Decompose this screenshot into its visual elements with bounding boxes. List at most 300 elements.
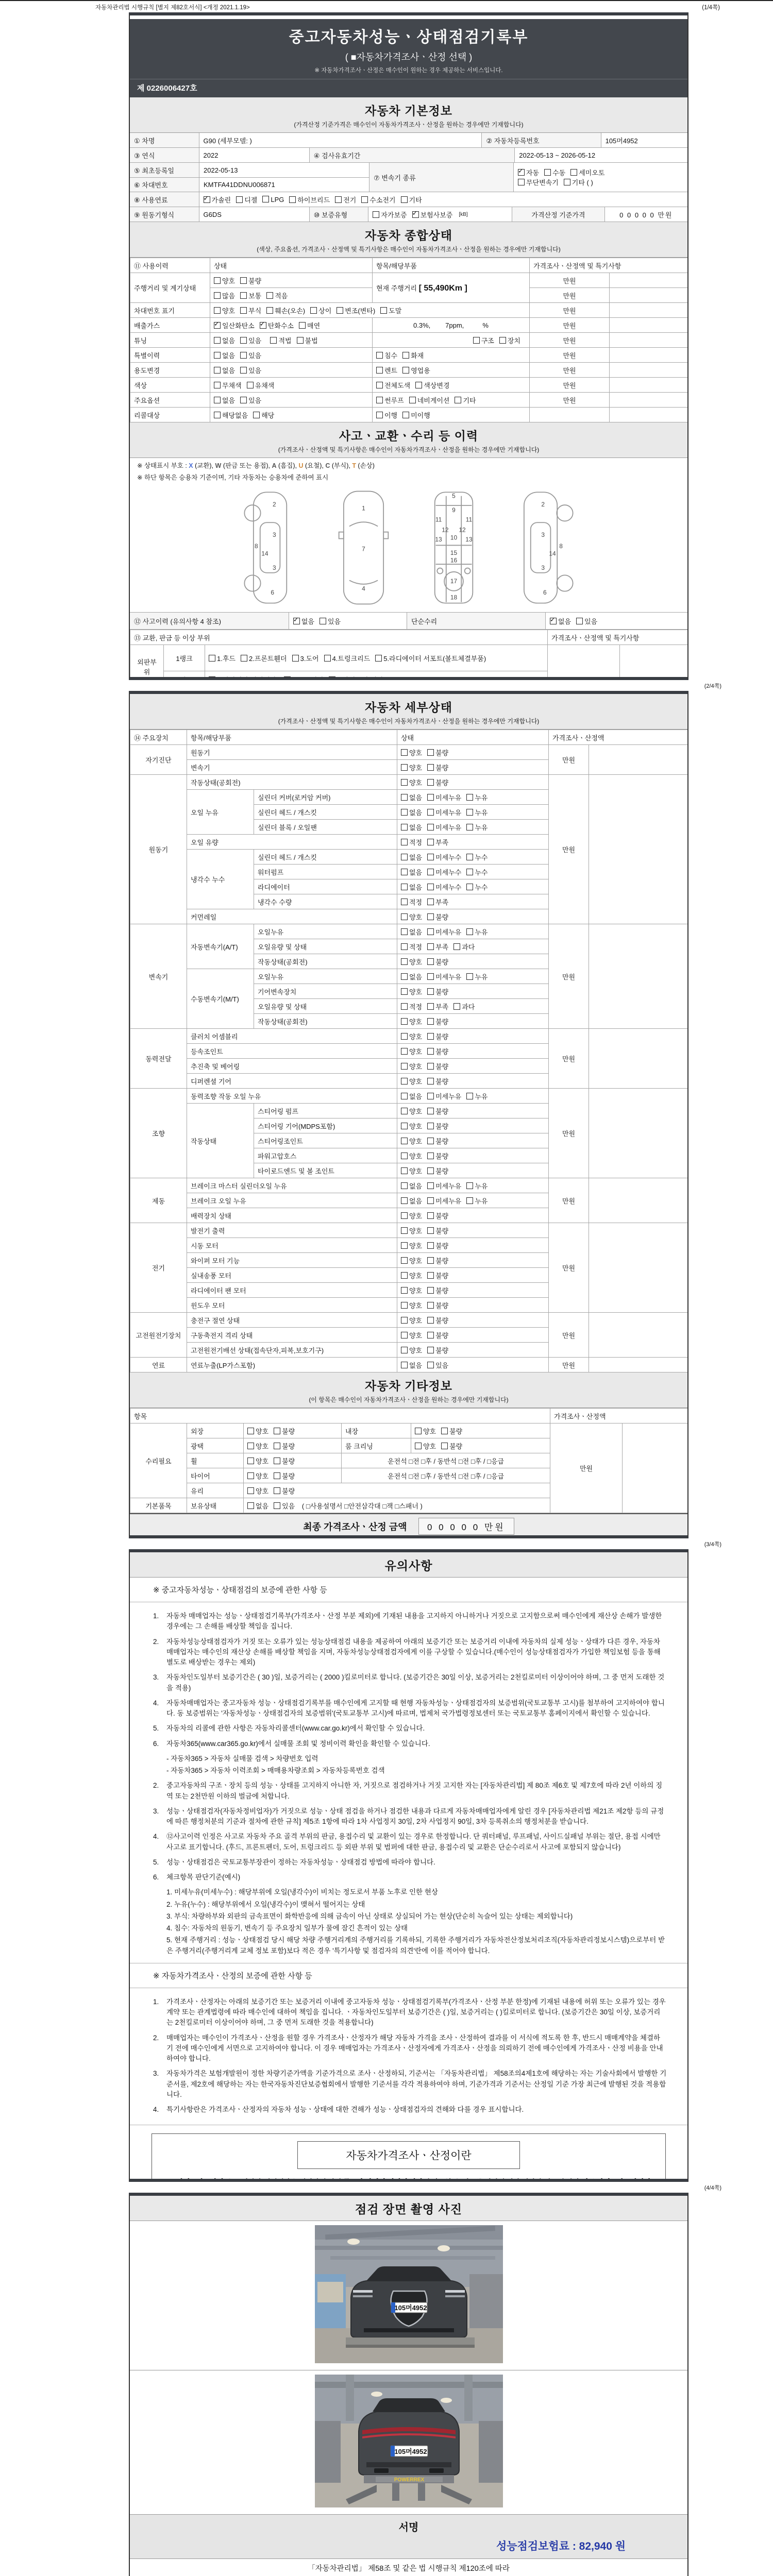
notice-sub-item: 5. 현재 주행거리 : 성능ㆍ상태점검 당시 해당 차량 주행거리계의 주행거리를 기록하되, 기록한 주행거리가 자동차전산정보처리조직(자동차관리정보시스템)으로부터 받은 주행거리(주행거리계 교체 정보 포함)보다 적은 경우 '특기사항 및 점검자의 의견'란에 이를 적어야 합니다. — [166, 1936, 665, 1955]
appraisal-definition-text — [166, 2177, 651, 2182]
section-note: (가격산정 기준가격은 매수인이 자동차가격조사ㆍ산정을 원하는 경우에만 기재합니다) — [294, 121, 524, 128]
item-label: 동력조향 작동 오일 누유 — [187, 1089, 397, 1104]
checkbox-option: 양호 — [401, 1016, 422, 1026]
item-label: 오일누유 — [254, 924, 397, 939]
table-row — [130, 1423, 689, 1438]
tire-options — [244, 1468, 342, 1483]
item-label: 시동 모터 — [187, 1238, 397, 1253]
checkbox-option: 과다 — [453, 942, 475, 952]
checkbox-icon — [214, 412, 221, 418]
text-segment — [582, 2178, 651, 2182]
status-options — [397, 745, 549, 760]
wheel-position-note: 운전석 □전 □후 / 동반석 □전 □후 / □응급 — [342, 1453, 550, 1468]
notice-item — [153, 1857, 667, 1868]
status-options — [397, 1328, 549, 1343]
document-meta — [95, 3, 720, 11]
option-exist-options — [210, 393, 373, 408]
checkbox-icon — [466, 928, 473, 935]
car-side-diagram — [514, 488, 574, 607]
notice-sub-item: 4. 침수: 자동차의 원동기, 변속기 등 주요장치 일부가 물에 잠긴 흔적이 있는 상태 — [166, 1924, 408, 1932]
field-label-inspection: ④ 검사유효기간 — [310, 148, 515, 162]
checkbox-icon — [324, 655, 331, 662]
text-segment: C — [325, 462, 330, 469]
checkbox-icon — [427, 1048, 434, 1055]
checkbox-option: 없음 — [401, 792, 422, 802]
checkbox-option: 불량 — [427, 1136, 448, 1146]
transmission-options-1 — [518, 167, 610, 177]
notice-item — [153, 1611, 667, 1632]
notice-item — [153, 1781, 667, 1802]
checkbox-option: 침수 — [376, 350, 397, 360]
checkbox-option: ✓ 보험사보증 — [412, 210, 453, 219]
checkbox-option: 많음 — [214, 291, 235, 300]
money-cell: 만원 — [530, 303, 610, 318]
item-label: 기어변속장치 — [254, 984, 397, 999]
checkbox-option: 상이 — [310, 306, 331, 315]
item-label: 스티어링 펌프 — [254, 1104, 397, 1118]
recall-options — [210, 408, 373, 422]
section-note: (가격조사ㆍ산정액 및 특기사항은 매수인이 자동차가격조사ㆍ산정을 원하는 경우에만 기재합니다) — [278, 446, 540, 453]
money-cell: 만원 — [530, 288, 610, 303]
diagram-part-number: 9 — [452, 506, 456, 514]
checkbox-icon — [427, 794, 434, 801]
checkbox-option: 불량 — [427, 1031, 448, 1041]
notice-item-text: 자동차성능상태점검자가 거짓 또는 오류가 있는 성능상태점검 내용을 제공하여 아래의 보증기간 또는 보증거리 이내에 자동차의 실제 성능ㆍ상태가 다른 경우, 자동차매매업자는 매수인의 재산상 손해를 배상할 책임을 지며, 자동차성능상태점검자에게 이를 구상할 수 있습니다.(매수인이 성능상태점검자가 가입한 책임보험 등을 통해 별도로 배상받는 경우는 제외) — [166, 1637, 661, 1666]
checkbox-option: 부식 — [240, 306, 261, 315]
warranty-options-cell — [368, 207, 512, 222]
checkbox-icon — [401, 749, 408, 756]
checkbox-option: 양호 — [401, 957, 422, 967]
checkbox-icon — [376, 397, 383, 403]
notice-item-text: ⑫사고이력 인정은 사고로 자동차 주요 골격 부위의 판금, 용접수리 및 교환이 있는 경우로 한정합니다. 단 쿼터패널, 루프패널, 사이드실패널 부위는 절단, 용접 시에만 사고로 표기합니다. (후드, 프론트펜더, 도어, 트렁크리드 등 외판 부위 및 범퍼에 대한 판금, 용접수리 및 교환은 단순수리로서 사고에 포함되지 않습니다) — [166, 1833, 661, 1851]
checkbox-option: 4.트렁크리드 — [324, 653, 371, 663]
checkbox-option: 없음 — [401, 822, 422, 832]
mileage-amount-options — [210, 288, 373, 303]
checkbox-icon — [401, 1287, 408, 1294]
checkbox-option: ✓ 없음 — [293, 616, 314, 626]
status-options — [397, 1298, 549, 1313]
rank-2-items — [205, 671, 548, 681]
checkbox-option: 유채색 — [247, 380, 275, 390]
notice-sub-item: 1. 미세누유(미세누수) : 해당부위에 오일(냉각수)이 비치는 정도로서 부품 노후로 인한 현상 — [166, 1888, 438, 1896]
checkbox-icon — [427, 1272, 434, 1279]
item-label: 실린더 블록 / 오일팬 — [254, 820, 397, 835]
table-row — [130, 333, 689, 348]
section-note: (이 항목은 매수인이 자동차가격조사ㆍ산정을 원하는 경우에만 기재합니다) — [309, 1396, 509, 1403]
blank-cell — [610, 333, 689, 348]
checkbox-option: 화재 — [402, 350, 424, 360]
checkbox-option: 불량 — [427, 1076, 448, 1086]
status-options — [397, 1223, 549, 1238]
blank-cell — [610, 348, 689, 363]
status-options — [397, 1014, 549, 1029]
checkbox-option: 불량 — [441, 1426, 462, 1436]
checkbox-option: 없음 — [401, 927, 422, 937]
diagram-part-number: 6 — [543, 589, 547, 597]
item-label: 라디에이터 팬 모터 — [187, 1283, 397, 1298]
device-group-label: 제동 — [130, 1178, 187, 1223]
checkbox-checked-icon — [412, 211, 419, 218]
notice-item-text: 자동차인도일부터 보증기간은 ( 30 )일, 보증거리는 ( 2000 )킬로미터로 합니다. (보증기간은 30일 이상, 보증거리는 2천킬로미터 이상이어야 하며, 그 중 먼저 도래한 것을 적용) — [166, 1673, 665, 1692]
checkbox-checked-icon — [214, 322, 221, 329]
status-options — [397, 835, 549, 850]
interior-options — [411, 1423, 550, 1438]
field-value-year: 2022 — [199, 148, 310, 162]
checkbox-icon — [335, 196, 342, 203]
checkbox-icon — [499, 337, 506, 344]
field-label-transmission: ⑦ 변속기 종류 — [369, 163, 514, 192]
checkbox-icon — [544, 169, 551, 176]
table-header-row — [130, 630, 689, 645]
checkbox-icon — [427, 1242, 434, 1249]
checkbox-option: 양호 — [401, 1330, 422, 1340]
notice-item — [153, 2069, 667, 2100]
document-number: 제 0226006427호 — [130, 79, 687, 97]
checkbox-option: 있음 — [240, 395, 261, 405]
checkbox-icon — [401, 809, 408, 816]
checkbox-option: 양호 — [401, 1121, 422, 1131]
diagram-part-number: 17 — [450, 578, 458, 585]
checkbox-icon — [292, 655, 299, 662]
notice-sec2-list — [130, 1988, 687, 2125]
fuel-options — [199, 192, 687, 207]
checkbox-icon — [241, 655, 247, 662]
checkbox-icon — [401, 794, 408, 801]
checkbox-icon — [240, 292, 247, 299]
notice-item — [153, 2105, 667, 2115]
status-options — [397, 984, 549, 999]
money-cell — [548, 645, 620, 681]
checkbox-icon — [427, 1317, 434, 1324]
table-row — [130, 1089, 689, 1104]
checkbox-option: ✓ 탄화수소 — [260, 320, 294, 330]
checkbox-option: 불량 — [427, 1061, 448, 1071]
checkbox-option: 있음 — [240, 350, 261, 360]
checkbox-option: 불량 — [274, 1471, 295, 1481]
device-sub-label: 자동변속기(A/T) — [187, 924, 254, 969]
checkbox-icon — [401, 1048, 408, 1055]
item-label: 실린더 커버(로커암 커버) — [254, 790, 397, 805]
base-price-value: 0 0 0 0 0 만원 — [619, 211, 673, 219]
table-row — [130, 348, 689, 363]
room-cleaning-options — [411, 1438, 550, 1453]
inspection-insurance-fee: 성능점검보험료 : 82,940 원 — [496, 2540, 626, 2552]
checkbox-icon — [266, 307, 273, 314]
basic-info-table — [130, 133, 687, 222]
hold-status-options-cell — [244, 1498, 550, 1513]
notice-item-text: 가격조사ㆍ산정자는 아래의 보증기간 또는 보증거리 이내에 중고자동차 성능ㆍ상태점검기록부(가격조사ㆍ산정 부분 한정)에 기재된 내용에 허위 또는 오류가 있는 경우 계약 또는 관계법령에 따라 매수인에 대하여 책임을 집니다. ㆍ자동차인도일부터 보증기간은 ( )일, 보증거리는 ( )킬로미터로 합니다. (보증기간은 30일 이상, 보증거리는 2천킬로미터 이상이어야 하며, 그 중 먼저 도래한 것을 적용합니다) — [166, 1997, 666, 2027]
row-color-label: 색상 — [130, 378, 210, 393]
diagram-part-number: 3 — [273, 531, 276, 538]
photo-front-row — [130, 2221, 687, 2370]
checkbox-option: 양호 — [401, 748, 422, 757]
checkbox-option: 양호 — [401, 1211, 422, 1221]
device-group-label: 동력전달 — [130, 1029, 187, 1089]
notice-item — [153, 1997, 667, 2028]
checkbox-option: 불량 — [427, 1256, 448, 1265]
device-group-label: 원동기 — [130, 775, 187, 924]
checkbox-option: 양호 — [401, 762, 422, 772]
row-tuning-label: 튜닝 — [130, 333, 210, 348]
notice-item-number: 3. — [153, 2070, 159, 2078]
checkbox-option: 불량 — [427, 777, 448, 787]
checkbox-icon — [401, 943, 408, 950]
checkbox-option: 불량 — [274, 1456, 295, 1466]
checkbox-icon — [209, 655, 215, 662]
page-number-1: (1/4쪽) — [702, 5, 720, 11]
item-label: 브레이크 마스터 실린더오일 누유 — [187, 1178, 397, 1193]
checkbox-icon — [427, 1332, 434, 1338]
diagram-part-number: 3 — [541, 564, 545, 572]
item-label: 오일 유량 — [187, 835, 397, 850]
table-row — [130, 1358, 689, 1372]
checkbox-icon — [240, 277, 247, 284]
field-value-name: G90 (세부모델: ) — [199, 133, 482, 147]
checkbox-icon — [427, 1018, 434, 1025]
license-plate-text: 105머4952 — [394, 2304, 427, 2312]
checkbox-option: 적정 — [401, 1002, 422, 1011]
notice-item-number: 1. — [153, 1997, 159, 2006]
sheet-4 — [129, 2193, 688, 2576]
item-label: 실린더 헤드 / 개스킷 — [254, 805, 397, 820]
checkbox-option: 있음 — [576, 616, 597, 626]
signature-label: 서명 — [398, 2522, 419, 2533]
table-row — [130, 745, 689, 760]
device-sub-label: 냉각수 누수 — [187, 850, 254, 909]
notice-item — [153, 1739, 667, 1749]
checkbox-option: 2.프론트휀더 — [241, 653, 287, 663]
row-special-label: 특별이력 — [130, 348, 210, 363]
checkbox-icon — [427, 1093, 434, 1099]
status-options — [397, 1313, 549, 1328]
checkbox-option: 양호 — [214, 276, 235, 285]
checkbox-option: 불량 — [427, 1106, 448, 1116]
checkbox-option: 영업용 — [402, 365, 430, 375]
checkbox-icon — [427, 958, 434, 965]
checkbox-icon — [466, 1197, 473, 1204]
item-label: 충전구 절연 상태 — [187, 1313, 397, 1328]
checkbox-icon — [466, 1093, 473, 1099]
text-segment: ※ 상태표시 부호 : — [137, 462, 189, 469]
checkbox-icon — [266, 292, 273, 299]
checkbox-icon — [401, 1197, 408, 1204]
checkbox-option: 불량 — [427, 1285, 448, 1295]
checkbox-option: 양호 — [214, 306, 235, 315]
checkbox-icon — [427, 1078, 434, 1084]
checkbox-option: 불량 — [274, 1486, 295, 1496]
checkbox-option: 미세누유 — [427, 1181, 461, 1191]
table-row — [130, 1313, 689, 1328]
blank-cell — [610, 393, 689, 408]
checkbox-option: 기타 — [401, 195, 422, 205]
exchange-rank-table — [130, 630, 688, 680]
item-label: 오일유량 및 상태 — [254, 999, 397, 1014]
col-status: 상태 — [210, 258, 373, 273]
license-plate — [391, 2446, 428, 2456]
checkbox-icon — [401, 869, 408, 875]
diagram-part-number: 18 — [450, 594, 458, 601]
item-label: 라디에이터 — [254, 879, 397, 894]
checkbox-checked-icon — [204, 196, 210, 203]
blank-cell — [589, 1089, 689, 1178]
use-kind-options — [373, 363, 530, 378]
sheet-2 — [129, 691, 688, 1538]
status-options — [397, 1253, 549, 1268]
checkbox-icon — [247, 1443, 254, 1449]
recall-done-options — [373, 408, 530, 422]
money-cell: 만원 — [530, 333, 610, 348]
checkbox-icon — [473, 337, 480, 344]
checkbox-icon — [401, 1332, 408, 1338]
checkbox-icon — [427, 809, 434, 816]
checkbox-icon — [401, 1257, 408, 1264]
field-label-vin: ⑥ 차대번호 — [130, 178, 199, 192]
checkbox-option: 훼손(오손) — [266, 306, 305, 315]
item-label: 발전기 출력 — [187, 1223, 397, 1238]
document-subtitle: ( ■자동차가격조사ㆍ산정 선택 ) — [345, 52, 473, 62]
special-kind-options — [373, 348, 530, 363]
notice-item-number: 1. — [153, 1612, 159, 1620]
checkbox-icon — [240, 397, 247, 403]
checkbox-icon — [337, 307, 343, 314]
table-header-row — [130, 1409, 689, 1423]
checkbox-option: 무단변속기 — [518, 177, 559, 187]
status-options — [397, 1163, 549, 1178]
text-segment: (요철), — [303, 462, 326, 469]
checkbox-option: 미세누유 — [427, 807, 461, 817]
notice-item-text: 자동차매매업자는 중고자동차 성능ㆍ상태점검기록부를 매수인에게 고지할 때 현행 자동차성능ㆍ상태점검자의 보증범위(국토교통부 고시)를 첨부하여 고지하여야 합니다. 동 보증범위는 '자동차성능ㆍ상태점검자의 보증범위'(국토교통부 고시)에 따르며, 법제처 국가법령정보센터 또는 국토교통부 홈페이지에서 확인할 수 있습니다. — [166, 1699, 665, 1717]
checkbox-icon — [401, 779, 408, 786]
notice-item-text: 자동차365(www.car365.go.kr)에서 실매물 조회 및 정비이력 확인을 확인할 수 있습니다. — [166, 1739, 430, 1748]
detail-condition-table — [130, 730, 688, 1372]
signature-band — [130, 2515, 687, 2559]
checkbox-option: 썬루프 — [376, 395, 404, 405]
notice-item — [153, 2033, 667, 2064]
checkbox-icon — [402, 352, 409, 359]
text-segment: U — [298, 462, 304, 469]
checkbox-option: 불량 — [427, 957, 448, 967]
table-header-row — [130, 258, 689, 273]
col-status: 상태 — [397, 730, 549, 745]
notice-item — [153, 1698, 667, 1719]
device-sub-label: 수동변속기(M/T) — [187, 969, 254, 1029]
checkbox-icon — [427, 899, 434, 905]
text-segment — [177, 2178, 224, 2182]
checkbox-icon — [427, 1302, 434, 1309]
status-options — [397, 1343, 549, 1358]
price-col-label: 가격조사ㆍ산정액 및 특기사항 — [548, 630, 689, 645]
checkbox-icon — [247, 1502, 254, 1509]
checkbox-icon — [427, 1063, 434, 1070]
gas-values: 0.3%, 7ppm, % — [373, 318, 530, 333]
field-label-engine: ⑨ 원동기형식 — [130, 207, 199, 222]
checkbox-option: 양호 — [401, 1151, 422, 1161]
text-segment — [423, 2178, 582, 2182]
checkbox-icon — [401, 1093, 408, 1099]
field-value-transmission — [514, 163, 671, 192]
status-options — [397, 1104, 549, 1118]
status-options — [397, 805, 549, 820]
checkbox-option: 있음 — [320, 616, 341, 626]
checkbox-icon — [214, 292, 221, 299]
checkbox-icon — [427, 824, 434, 831]
text-segment — [166, 2178, 177, 2182]
checkbox-checked-icon — [518, 169, 525, 176]
status-options — [397, 1118, 549, 1133]
diagram-part-number: 7 — [362, 545, 365, 553]
notice-item-text: 성능ㆍ상태점검자(자동차정비업자)가 거짓으로 성능ㆍ상태 점검을 하거나 점검한 내용과 다르게 자동차매매업자에게 알린 경우 [자동차관리법 제21조 제2항 등의 규정에 따른 행정처분의 기준과 절차에 관한 규칙] 제5조 1항에 따라 1차 사업정지 30일, 2차 사업정지 90일, 3차 등록취소의 행정처분을 받습니다. — [166, 1807, 664, 1825]
table-row — [130, 363, 689, 378]
law-reference: 자동차관리법 시행규칙 [별지 제82호서식] <개정 2021.1.19> — [95, 5, 250, 11]
checkbox-icon — [262, 196, 269, 202]
item-label: 오일유량 및 상태 — [254, 939, 397, 954]
checkbox-icon — [361, 196, 368, 203]
checkbox-option: 불량 — [427, 1226, 448, 1235]
table-row — [130, 645, 689, 671]
checkbox-icon — [401, 196, 408, 203]
col-parts: 항목/해당부품 — [373, 258, 530, 273]
item-label: 윈도우 모터 — [187, 1298, 397, 1313]
checkbox-option: 양호 — [401, 912, 422, 922]
checkbox-option: 양호 — [401, 1106, 422, 1116]
table-row — [130, 273, 689, 288]
checkbox-option: 부족 — [427, 1002, 448, 1011]
money-cell: 만원 — [549, 775, 589, 924]
checkbox-icon — [401, 928, 408, 935]
checkbox-icon — [427, 913, 434, 920]
polish-options — [244, 1438, 342, 1453]
notice-item-number: 6. — [153, 1739, 159, 1748]
page-number-4: (4/4쪽) — [704, 2185, 721, 2191]
checkbox-icon — [401, 1272, 408, 1279]
checkbox-option: 미세누수 — [427, 852, 461, 862]
checkbox-icon — [214, 397, 221, 403]
checkbox-option: 불량 — [427, 987, 448, 996]
notice-item — [153, 1723, 667, 1734]
simple-repair-label: 단순수리 — [407, 613, 546, 629]
exterior-options — [244, 1423, 342, 1438]
status-options — [397, 969, 549, 984]
device-sub-label: 오일 누유 — [187, 790, 254, 835]
notice-item-number: 3. — [153, 1807, 159, 1815]
table-header-row — [130, 730, 689, 745]
blank-cell — [589, 745, 689, 775]
field-label-name: ① 차명 — [130, 133, 199, 147]
notice-item-number: 4. — [153, 1699, 159, 1707]
checkbox-icon — [466, 884, 473, 890]
base-price-label: 가격산정 기준가격 — [512, 207, 604, 222]
lift-brand-text: POWERREX — [394, 2477, 424, 2483]
status-options — [397, 894, 549, 909]
status-options — [397, 760, 549, 775]
checkbox-icon — [376, 352, 383, 359]
checkbox-icon — [427, 1257, 434, 1264]
notice-item-number: 2. — [153, 1637, 159, 1646]
checkbox-option: 양호 — [247, 1486, 268, 1496]
diagram-part-number: 4 — [362, 585, 365, 592]
checkbox-option: ✓ 가솔린 — [204, 195, 231, 205]
mileage-text: 현재 주행거리 — [376, 284, 417, 292]
checkbox-option: 없음 — [401, 852, 422, 862]
diagram-part-number: 14 — [549, 550, 556, 557]
appraisal-definition-box — [152, 2133, 666, 2182]
notice-item — [153, 1872, 667, 1883]
confirmation-line-1: 「자동차관리법」 제58조 및 같은 법 시행규칙 제120조에 따라 — [308, 2565, 510, 2573]
notice-sub-item: - 자동차365 > 자동차 이력조회 > 매매용차량조회 > 자동차등록번호 검색 — [166, 1767, 385, 1774]
checkbox-option: 없음 — [401, 867, 422, 877]
notice-item-number: 3. — [153, 1673, 159, 1682]
checkbox-option: 양호 — [247, 1471, 268, 1481]
